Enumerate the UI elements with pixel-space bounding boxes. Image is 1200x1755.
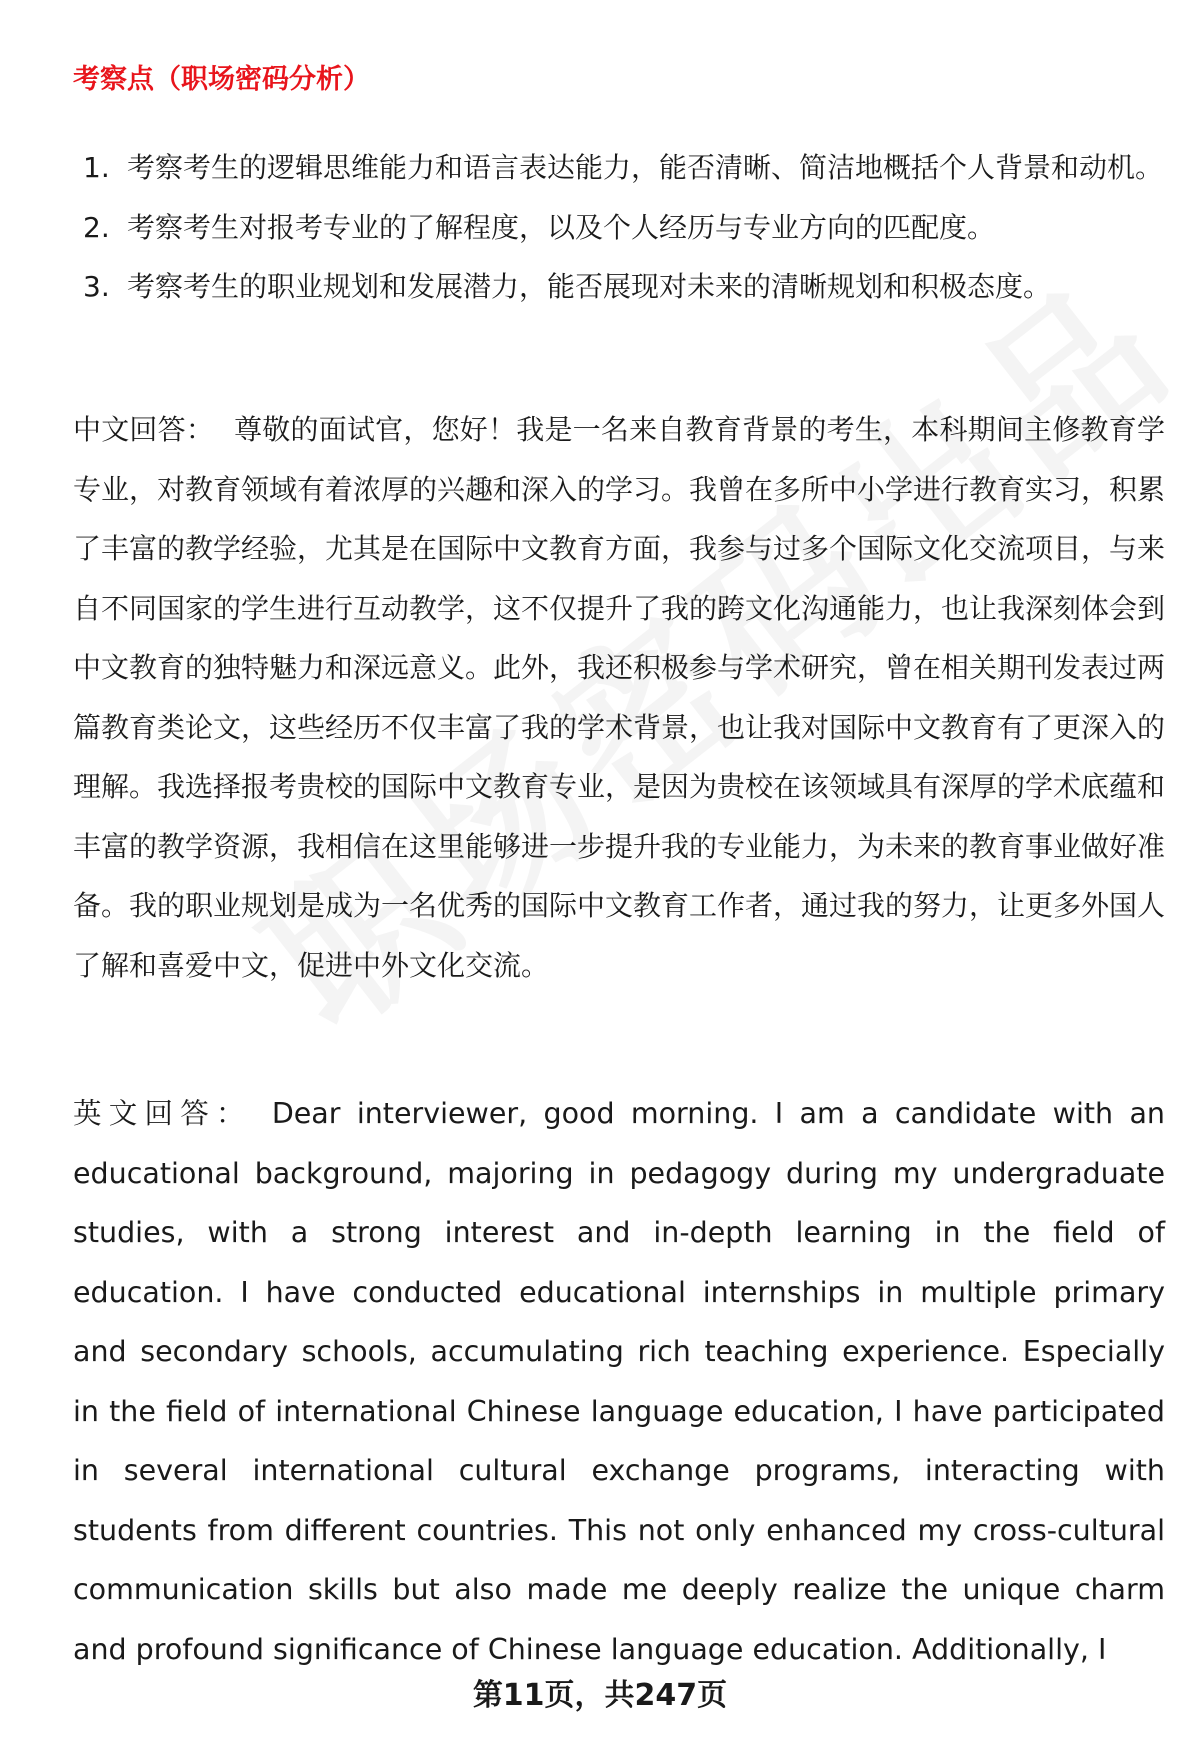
english-answer-text: Dear interviewer, good morning. I am a candidate with an educational background, majoring in pedagogy during my undergraduate studies, with a strong interest and in-depth learning in the field of education. I have conducted educational internships in multiple primary and secondary schools, accumulating rich teaching experience. Especially in the field of international Chinese language education, I have participated in several international cultural exchange programs, interacting with students from different countries. This not only enhanced my cross-cultural communication skills but also made me deeply realize the unique charm and profound significance of Chinese language education. Additionally, I [73,1097,1165,1666]
focus-point-item [73,138,1163,198]
english-answer-paragraph [73,1084,1165,1679]
chinese-answer-text: 尊敬的面试官，您好！我是一名来自教育背景的考生，本科期间主修教育学专业，对教育领域有着浓厚的兴趣和深入的学习。我曾在多所中小学进行教育实习，积累了丰富的教学经验，尤其是在国际中文教育方面，我参与过多个国际文化交流项目，与来自不同国家的学生进行互动教学，这不仅提升了我的跨文化沟通能力，也让我深刻体会到中文教育的独特魅力和深远意义。此外，我还积极参与学术研究，曾在相关期刊发表过两篇教育类论文，这些经历不仅丰富了我的学术背景，也让我对国际中文教育有了更深入的理解。我选择报考贵校的国际中文教育专业，是因为贵校在该领域具有深厚的学术底蕴和丰富的教学资源，我相信在这里能够进一步提升我的专业能力，为未来的教育事业做好准备。我的职业规划是成为一名优秀的国际中文教育工作者，通过我的努力，让更多外国人了解和喜爱中文，促进中外文化交流。 [73,413,1166,982]
focus-points-list [73,138,1163,317]
english-answer-label: 英文回答： [73,1097,252,1130]
focus-point-text: 考察考生对报考专业的了解程度，以及个人经历与专业方向的匹配度。 [127,210,996,244]
page-number: 第11页，共247页 [472,1678,728,1713]
focus-point-number: 3. [83,270,110,303]
focus-point-number: 2. [83,210,110,244]
chinese-answer-paragraph [73,400,1165,995]
focus-point-number: 1. [83,151,110,184]
focus-point-item [73,198,1163,258]
chinese-answer-label: 中文回答： [73,413,215,446]
focus-point-text: 考察考生的逻辑思维能力和语言表达能力，能否清晰、简洁地概括个人背景和动机。 [127,151,1164,184]
section-title: 考察点（职场密码分析） [73,64,370,95]
focus-point-item [73,257,1163,317]
focus-point-text: 考察考生的职业规划和发展潜力，能否展现对未来的清晰规划和积极态度。 [127,270,1052,303]
